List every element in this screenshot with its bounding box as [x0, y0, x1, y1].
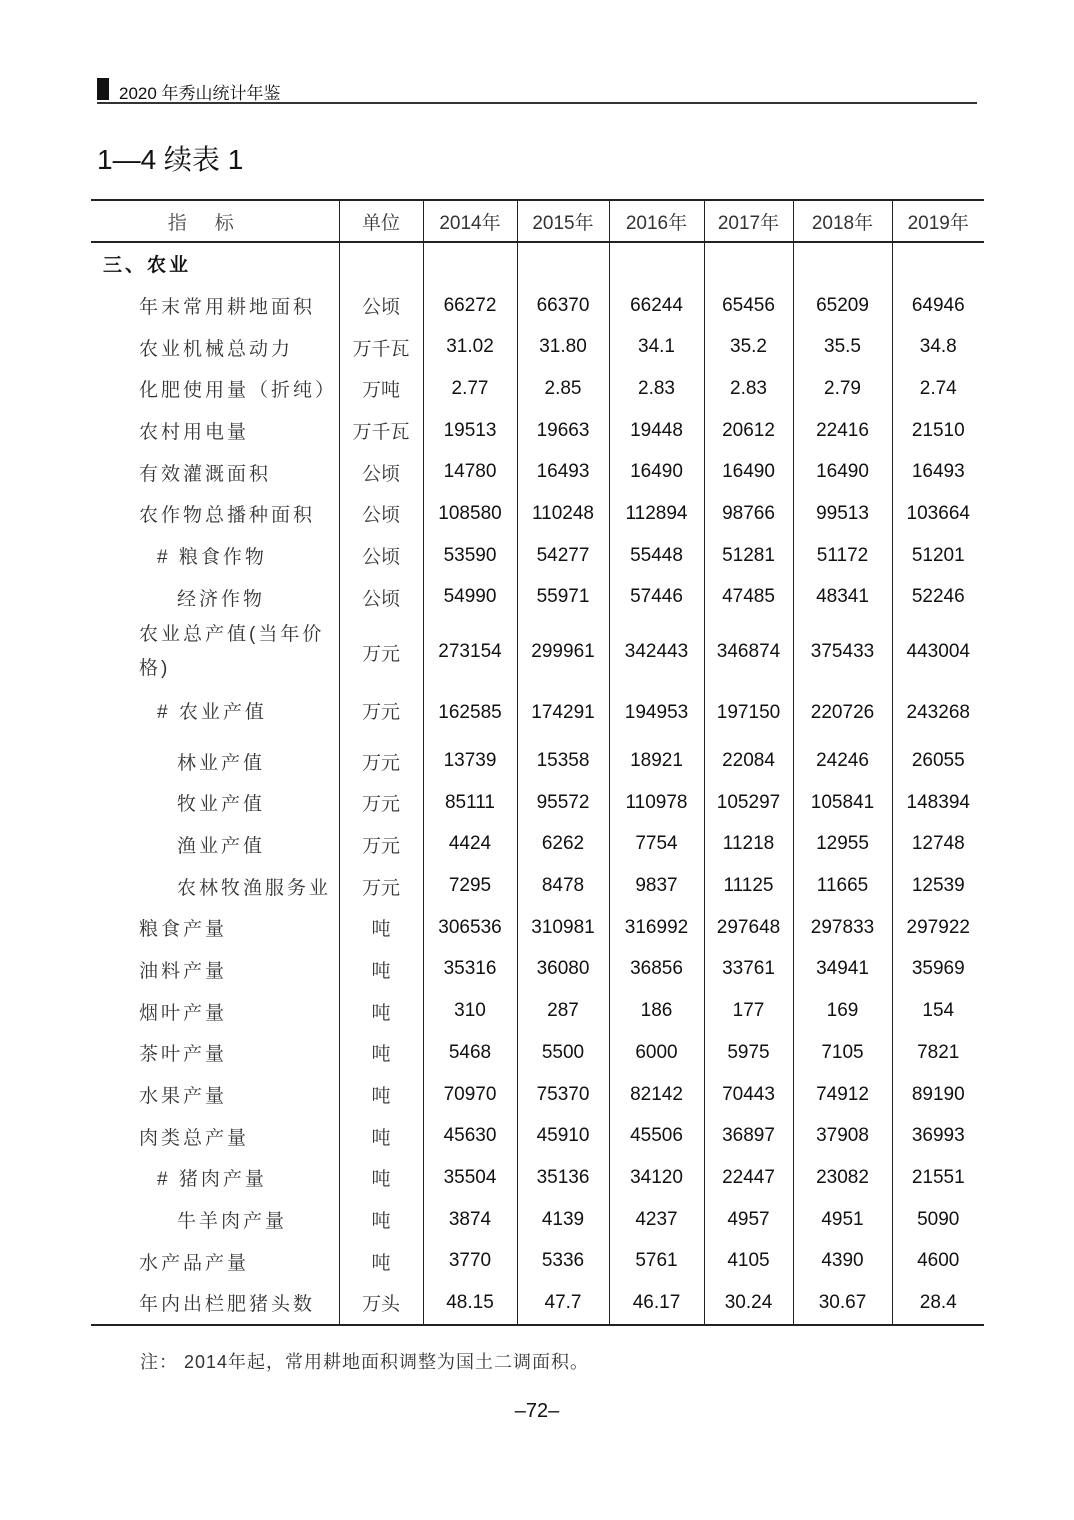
table-row	[91, 782, 984, 824]
value-cell-2019: 2.74	[892, 368, 984, 410]
row-unit: 吨	[339, 1157, 423, 1199]
value-cell-2017: 98766	[704, 493, 793, 535]
value-cell-2016: 110978	[609, 782, 704, 824]
value-cell-2017: 22447	[704, 1157, 793, 1199]
value-cell-2016: 2.83	[609, 368, 704, 410]
table-row	[91, 618, 984, 686]
value-cell-2018: 30.67	[793, 1282, 892, 1325]
value-cell-2018: 65209	[793, 285, 892, 327]
column-header-2016: 2016年	[609, 200, 704, 242]
row-unit: 万吨	[339, 368, 423, 410]
value-cell-2018: 99513	[793, 493, 892, 535]
value-cell-2015: 66370	[517, 285, 609, 327]
value-cell-2018: 34941	[793, 949, 892, 991]
value-cell-2016: 45506	[609, 1115, 704, 1157]
value-cell-2018: 22416	[793, 410, 892, 452]
column-header-2017: 2017年	[704, 200, 793, 242]
table-row	[91, 824, 984, 866]
value-cell-2016: 34.1	[609, 326, 704, 368]
row-indicator-label: 水产品产量	[139, 1252, 250, 1274]
value-cell-2017: 4957	[704, 1199, 793, 1241]
column-header-2019: 2019年	[892, 200, 984, 242]
value-cell-2016: 186	[609, 990, 704, 1032]
value-cell-2015: 55971	[517, 577, 609, 619]
value-cell-2014: 5468	[423, 1032, 517, 1074]
value-cell-2017: 5975	[704, 1032, 793, 1074]
empty-cell	[793, 242, 892, 285]
row-indicator-label: 水果产量	[139, 1086, 228, 1108]
table-row	[91, 1282, 984, 1325]
row-indicator-label: # 猪肉产量	[157, 1169, 267, 1191]
value-cell-2017: 65456	[704, 285, 793, 327]
value-cell-2017: 11218	[704, 824, 793, 866]
value-cell-2014: 48.15	[423, 1282, 517, 1325]
value-cell-2014: 53590	[423, 535, 517, 577]
value-cell-2015: 54277	[517, 535, 609, 577]
value-cell-2016: 66244	[609, 285, 704, 327]
table-row	[91, 326, 984, 368]
value-cell-2019: 154	[892, 990, 984, 1032]
value-cell-2014: 273154	[423, 618, 517, 686]
table-row	[91, 949, 984, 991]
table-row	[91, 493, 984, 535]
value-cell-2019: 89190	[892, 1074, 984, 1116]
value-cell-2019: 12748	[892, 824, 984, 866]
value-cell-2015: 16493	[517, 451, 609, 493]
row-indicator-label: 农业总产值(当年价格)	[139, 624, 325, 680]
value-cell-2016: 36856	[609, 949, 704, 991]
value-cell-2018: 375433	[793, 618, 892, 686]
table-row	[91, 740, 984, 782]
value-cell-2018: 12955	[793, 824, 892, 866]
row-indicator-label: 渔业产值	[177, 835, 266, 857]
empty-cell	[517, 242, 609, 285]
value-cell-2016: 57446	[609, 577, 704, 619]
value-cell-2017: 20612	[704, 410, 793, 452]
row-unit: 万元	[339, 865, 423, 907]
value-cell-2015: 110248	[517, 493, 609, 535]
value-cell-2016: 34120	[609, 1157, 704, 1199]
value-cell-2018: 37908	[793, 1115, 892, 1157]
row-unit: 公顷	[339, 577, 423, 619]
value-cell-2016: 18921	[609, 740, 704, 782]
row-unit: 吨	[339, 1240, 423, 1282]
value-cell-2018: 16490	[793, 451, 892, 493]
value-cell-2016: 7754	[609, 824, 704, 866]
value-cell-2018: 4390	[793, 1240, 892, 1282]
column-header-2014: 2014年	[423, 200, 517, 242]
value-cell-2017: 16490	[704, 451, 793, 493]
table-title: 1—4 续表 1	[97, 144, 244, 175]
value-cell-2016: 9837	[609, 865, 704, 907]
row-unit: 万元	[339, 782, 423, 824]
value-cell-2017: 2.83	[704, 368, 793, 410]
row-indicator-label: 牛羊肉产量	[177, 1211, 288, 1233]
column-header-2018: 2018年	[793, 200, 892, 242]
value-cell-2018: 297833	[793, 907, 892, 949]
value-cell-2019: 5090	[892, 1199, 984, 1241]
row-unit: 公顷	[339, 451, 423, 493]
table-row	[91, 1157, 984, 1199]
value-cell-2017: 35.2	[704, 326, 793, 368]
column-header-2015: 2015年	[517, 200, 609, 242]
value-cell-2014: 306536	[423, 907, 517, 949]
empty-cell	[339, 242, 423, 285]
value-cell-2017: 70443	[704, 1074, 793, 1116]
column-header-indicator: 指标	[167, 212, 262, 234]
row-unit: 万元	[339, 686, 423, 740]
value-cell-2015: 6262	[517, 824, 609, 866]
table-row	[91, 907, 984, 949]
table-row	[91, 368, 984, 410]
row-indicator-label: 茶叶产量	[139, 1044, 228, 1066]
row-indicator-label: 农村用电量	[139, 422, 250, 444]
section-label: 三、农业	[103, 255, 192, 277]
row-indicator-label: 年内出栏肥猪头数	[139, 1294, 316, 1316]
row-indicator-label: 肉类总产量	[139, 1127, 250, 1149]
table-row	[91, 1199, 984, 1241]
value-cell-2014: 162585	[423, 686, 517, 740]
value-cell-2016: 5761	[609, 1240, 704, 1282]
value-cell-2018: 35.5	[793, 326, 892, 368]
value-cell-2016: 16490	[609, 451, 704, 493]
value-cell-2018: 169	[793, 990, 892, 1032]
value-cell-2014: 66272	[423, 285, 517, 327]
value-cell-2017: 30.24	[704, 1282, 793, 1325]
running-header	[97, 78, 977, 104]
value-cell-2019: 12539	[892, 865, 984, 907]
value-cell-2016: 46.17	[609, 1282, 704, 1325]
table-row	[91, 686, 984, 740]
table-row	[91, 410, 984, 452]
empty-cell	[704, 242, 793, 285]
value-cell-2015: 15358	[517, 740, 609, 782]
value-cell-2019: 21551	[892, 1157, 984, 1199]
row-unit: 公顷	[339, 285, 423, 327]
row-unit: 吨	[339, 1115, 423, 1157]
row-indicator-label: 牧业产值	[177, 794, 266, 816]
value-cell-2014: 2.77	[423, 368, 517, 410]
value-cell-2016: 55448	[609, 535, 704, 577]
row-unit: 吨	[339, 1074, 423, 1116]
value-cell-2019: 16493	[892, 451, 984, 493]
row-unit: 吨	[339, 1199, 423, 1241]
value-cell-2017: 22084	[704, 740, 793, 782]
value-cell-2015: 19663	[517, 410, 609, 452]
value-cell-2018: 7105	[793, 1032, 892, 1074]
table-footnote: 注： 2014年起，常用耕地面积调整为国土二调面积。	[140, 1352, 590, 1372]
value-cell-2018: 23082	[793, 1157, 892, 1199]
value-cell-2017: 47485	[704, 577, 793, 619]
value-cell-2015: 47.7	[517, 1282, 609, 1325]
statistics-table	[91, 199, 984, 1326]
row-indicator-label: 经济作物	[177, 588, 266, 610]
value-cell-2017: 177	[704, 990, 793, 1032]
row-indicator-label: 林业产值	[177, 752, 266, 774]
value-cell-2018: 74912	[793, 1074, 892, 1116]
row-indicator-label: 农林牧渔服务业	[177, 877, 332, 899]
value-cell-2015: 287	[517, 990, 609, 1032]
value-cell-2019: 28.4	[892, 1282, 984, 1325]
value-cell-2014: 3770	[423, 1240, 517, 1282]
value-cell-2016: 342443	[609, 618, 704, 686]
value-cell-2017: 197150	[704, 686, 793, 740]
value-cell-2016: 6000	[609, 1032, 704, 1074]
value-cell-2019: 243268	[892, 686, 984, 740]
value-cell-2017: 4105	[704, 1240, 793, 1282]
value-cell-2014: 31.02	[423, 326, 517, 368]
section-row	[91, 242, 984, 285]
value-cell-2014: 3874	[423, 1199, 517, 1241]
value-cell-2014: 7295	[423, 865, 517, 907]
row-unit: 万千瓦	[339, 326, 423, 368]
running-title: 2020 年秀山统计年鉴	[119, 84, 281, 103]
row-indicator-label: 烟叶产量	[139, 1002, 228, 1024]
table-row	[91, 1032, 984, 1074]
row-indicator-label: 农业机械总动力	[139, 338, 294, 360]
page-number: –72–	[514, 1400, 560, 1422]
value-cell-2017: 105297	[704, 782, 793, 824]
value-cell-2017: 33761	[704, 949, 793, 991]
value-cell-2018: 105841	[793, 782, 892, 824]
row-unit: 万千瓦	[339, 410, 423, 452]
value-cell-2014: 35504	[423, 1157, 517, 1199]
value-cell-2014: 70970	[423, 1074, 517, 1116]
value-cell-2015: 4139	[517, 1199, 609, 1241]
value-cell-2014: 13739	[423, 740, 517, 782]
row-indicator-label: 年末常用耕地面积	[139, 297, 316, 319]
value-cell-2016: 194953	[609, 686, 704, 740]
value-cell-2015: 5500	[517, 1032, 609, 1074]
row-indicator-label: 化肥使用量（折纯）	[139, 380, 338, 402]
value-cell-2018: 24246	[793, 740, 892, 782]
value-cell-2018: 2.79	[793, 368, 892, 410]
value-cell-2018: 11665	[793, 865, 892, 907]
row-indicator-label: # 粮食作物	[157, 547, 267, 569]
row-unit: 吨	[339, 1032, 423, 1074]
table-row	[91, 285, 984, 327]
table-row	[91, 865, 984, 907]
value-cell-2015: 2.85	[517, 368, 609, 410]
value-cell-2014: 19513	[423, 410, 517, 452]
value-cell-2019: 7821	[892, 1032, 984, 1074]
value-cell-2017: 346874	[704, 618, 793, 686]
value-cell-2014: 14780	[423, 451, 517, 493]
row-indicator-label: 有效灌溉面积	[139, 463, 272, 485]
empty-cell	[609, 242, 704, 285]
table-row	[91, 1074, 984, 1116]
row-unit: 万元	[339, 824, 423, 866]
value-cell-2014: 310	[423, 990, 517, 1032]
value-cell-2015: 174291	[517, 686, 609, 740]
column-header-unit: 单位	[339, 200, 423, 242]
row-unit: 万元	[339, 618, 423, 686]
table-row	[91, 577, 984, 619]
table-row	[91, 451, 984, 493]
value-cell-2015: 35136	[517, 1157, 609, 1199]
value-cell-2017: 36897	[704, 1115, 793, 1157]
value-cell-2019: 103664	[892, 493, 984, 535]
value-cell-2015: 31.80	[517, 326, 609, 368]
value-cell-2019: 36993	[892, 1115, 984, 1157]
table-row	[91, 535, 984, 577]
row-unit: 万元	[339, 740, 423, 782]
value-cell-2019: 443004	[892, 618, 984, 686]
value-cell-2015: 299961	[517, 618, 609, 686]
value-cell-2015: 45910	[517, 1115, 609, 1157]
value-cell-2019: 26055	[892, 740, 984, 782]
row-indicator-label: 粮食产量	[139, 919, 228, 941]
value-cell-2018: 220726	[793, 686, 892, 740]
value-cell-2019: 148394	[892, 782, 984, 824]
row-unit: 公顷	[339, 535, 423, 577]
row-unit: 吨	[339, 949, 423, 991]
table-header-row	[91, 200, 984, 242]
value-cell-2016: 4237	[609, 1199, 704, 1241]
row-unit: 公顷	[339, 493, 423, 535]
value-cell-2016: 82142	[609, 1074, 704, 1116]
empty-cell	[892, 242, 984, 285]
value-cell-2015: 310981	[517, 907, 609, 949]
value-cell-2019: 52246	[892, 577, 984, 619]
value-cell-2018: 48341	[793, 577, 892, 619]
value-cell-2014: 54990	[423, 577, 517, 619]
value-cell-2015: 8478	[517, 865, 609, 907]
value-cell-2014: 85111	[423, 782, 517, 824]
table-row	[91, 1240, 984, 1282]
row-unit: 吨	[339, 990, 423, 1032]
value-cell-2014: 4424	[423, 824, 517, 866]
value-cell-2018: 4951	[793, 1199, 892, 1241]
value-cell-2017: 11125	[704, 865, 793, 907]
value-cell-2019: 64946	[892, 285, 984, 327]
value-cell-2019: 51201	[892, 535, 984, 577]
value-cell-2015: 95572	[517, 782, 609, 824]
value-cell-2016: 19448	[609, 410, 704, 452]
value-cell-2019: 21510	[892, 410, 984, 452]
value-cell-2018: 51172	[793, 535, 892, 577]
table-body	[91, 242, 984, 1325]
value-cell-2016: 112894	[609, 493, 704, 535]
value-cell-2015: 5336	[517, 1240, 609, 1282]
table-row	[91, 990, 984, 1032]
value-cell-2019: 34.8	[892, 326, 984, 368]
value-cell-2016: 316992	[609, 907, 704, 949]
header-marker-bar	[97, 78, 109, 100]
value-cell-2019: 297922	[892, 907, 984, 949]
value-cell-2015: 36080	[517, 949, 609, 991]
value-cell-2014: 108580	[423, 493, 517, 535]
value-cell-2014: 45630	[423, 1115, 517, 1157]
empty-cell	[423, 242, 517, 285]
value-cell-2019: 35969	[892, 949, 984, 991]
row-unit: 吨	[339, 907, 423, 949]
row-indicator-label: # 农业产值	[157, 702, 267, 724]
value-cell-2017: 297648	[704, 907, 793, 949]
table-row	[91, 1115, 984, 1157]
row-indicator-label: 农作物总播种面积	[139, 505, 316, 527]
value-cell-2015: 75370	[517, 1074, 609, 1116]
value-cell-2017: 51281	[704, 535, 793, 577]
value-cell-2014: 35316	[423, 949, 517, 991]
row-unit: 万头	[339, 1282, 423, 1325]
value-cell-2019: 4600	[892, 1240, 984, 1282]
row-indicator-label: 油料产量	[139, 960, 228, 982]
